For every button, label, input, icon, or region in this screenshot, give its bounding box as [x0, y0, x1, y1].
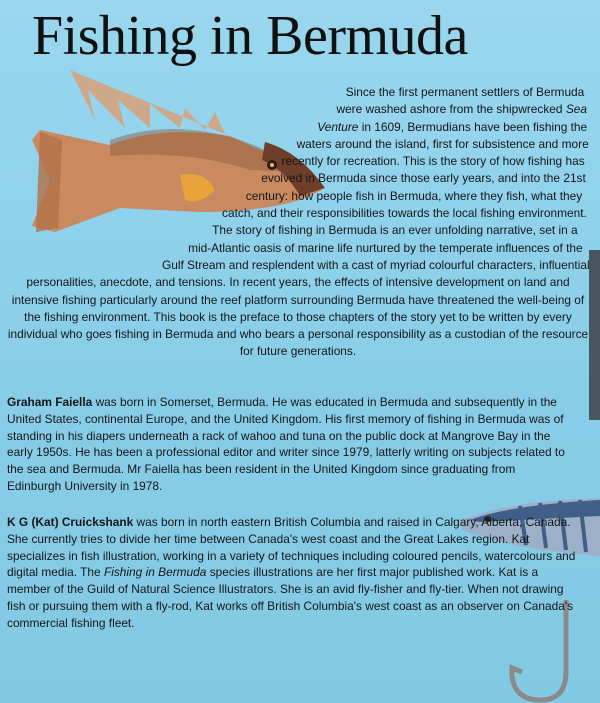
intro-paragraph	[0, 84, 590, 384]
illustrator-name: K G (Kat) Cruickshank	[7, 515, 134, 529]
intro-part-2: in 1609, Bermudians have been fishing the waters around the island, first for subsistence and more recently for recreation. This is the story of how fishing has evolved in Bermuda since those early years, and into the 21st century: how people fish in Bermuda, where they fish, what they catch, and their responsibilities towards the local fishing environment. The story of fishing in Bermuda is an ever unfolding narrative, set in a mid-Atlantic oasis of marine life nurtured by the temperate influences of the Gulf Stream and resplendent with a cast of myriad colourful characters, influential personalities, anecdote, and tensions. In recent years, the effects of intensive development on land and intensive fishing particularly around the reef platform surrounding Bermuda have threatened the well-being of the fishing environment. This book is the preface to those chapters of the story yet to be written by every individual who goes fishing in Bermuda and who bears a personal responsibility as a custodian of the resource for future generations.	[7, 119, 590, 359]
ship-name: Sea Venture	[317, 102, 587, 134]
page-title: Fishing in Bermuda	[32, 5, 468, 67]
illustrator-bio	[7, 514, 582, 632]
author-name: Graham Faiella	[7, 395, 93, 409]
illustrator-bio-text-1: was born in north eastern British Columbia and raised in Calgary, Alberta, Canada. She currently tries to divide her time between Canada's west coast and the Great Lakes region. Kat specializes in fish illustration, working in a variety of techniques including coloured pencils, watercolours and digital media. The	[7, 515, 576, 580]
author-bio-text: was born in Somerset, Bermuda. He was educated in Bermuda and subsequently in the United States, continental Europe, and the United Kingdom. His first memory of fishing in Bermuda was of standing in his diapers underneath a rack of wahoo and tuna on the public dock at Mangrove Bay in the early 1950s. He has been a professional editor and writer since 1979, latterly writing on subjects related to the sea and Bermuda. Mr Faiella has been resident in the United Kingdom since graduating from Edinburgh University in 1978.	[7, 395, 565, 493]
illustrator-bio-text-2: species illustrations are her first major published work. Kat is a member of the Guild of Natural Science Illustrators. She is an avid fly-fisher and fly-tier. When not drawing fish or pursuing them with a fly-rod, Kat works off British Columbia's west coast as an observer on Canada's commercial fishing fleet.	[7, 565, 574, 630]
intro-part-1: Since the first permanent settlers of Bermuda were washed ashore from the shipwrecked	[336, 85, 585, 117]
reef-photo-strip	[589, 250, 600, 420]
author-bio	[7, 394, 567, 495]
book-title: Fishing in Bermuda	[103, 565, 207, 580]
